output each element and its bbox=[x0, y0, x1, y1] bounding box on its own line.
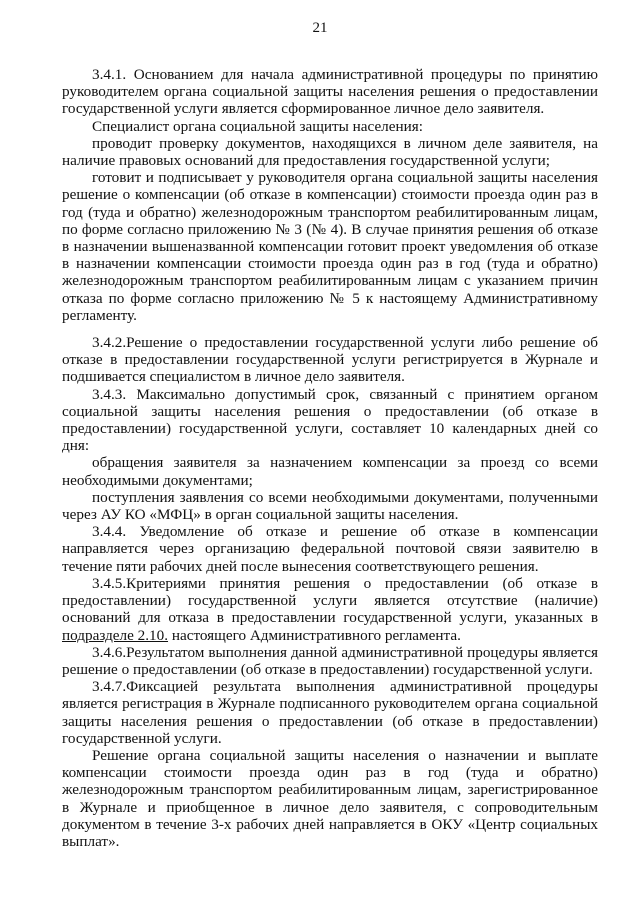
document-body bbox=[62, 66, 598, 850]
paragraph-mfc-receipt: поступления заявления со всеми необходимыми документами, полученными через АУ КО «МФЦ» в орган социальной защиты населения. bbox=[62, 488, 598, 524]
paragraph-3-4-6: 3.4.6.Результатом выполнения данной административной процедуры является решение о предоставлении (об отказе в предоставлении) государственной услуги. bbox=[62, 643, 598, 678]
paragraph-3-4-5-text-after: настоящего Административного регламента. bbox=[168, 626, 461, 644]
subsection-2-10-link[interactable]: подразделе 2.10. bbox=[62, 626, 169, 644]
page-number: 21 bbox=[312, 20, 328, 36]
paragraph-3-4-1: 3.4.1. Основанием для начала административной процедуры по принятию руководителем органа социальной защиты населения решения о предоставлении государственной услуги является сформированное личное дело заявителя. bbox=[62, 66, 598, 118]
paragraph-3-4-4: 3.4.4. Уведомление об отказе и решение об отказе в компенсации направляется через организацию федеральной почтовой связи заявителю в течение пяти рабочих дней после вынесения соответствующего решения. bbox=[62, 523, 598, 575]
paragraph-applicant-request: обращения заявителя за назначением компенсации за проезд со всеми необходимыми документами; bbox=[62, 454, 598, 489]
paragraph-3-4-7: 3.4.7.Фиксацией результата выполнения административной процедуры является регистрация в Журнале подписанного руководителем органа социальной защиты населения решения о предоставлении (об отказе в предоставлении) государственной услуги. bbox=[62, 678, 598, 747]
paragraph-3-4-5-text-before: 3.4.5.Критериями принятия решения о предоставлении (об отказе в предоставлении) государственной услуги является отсутствие (наличие) оснований для отказа в предоставлении государственной услуги, указанных в bbox=[62, 574, 598, 627]
paragraph-check-documents: проводит проверку документов, находящихся в личном деле заявителя, на наличие правовых оснований для предоставления государственной услуги; bbox=[62, 134, 598, 170]
paragraph-3-4-3: 3.4.3. Максимально допустимый срок, связанный с принятием органом социальной защиты населения решения о предоставлении (об отказе в предоставлении) государственной услуги, составляет 10 календарных дней со дня: bbox=[62, 385, 598, 455]
paragraph-3-4-5 bbox=[62, 575, 598, 644]
paragraph-3-4-2: 3.4.2.Решение о предоставлении государственной услуги либо решение об отказе в предоставлении государственной услуги регистрируется в Журнале и подшивается специалистом в личное дело заявителя. bbox=[62, 334, 598, 386]
paragraph-decision-sending: Решение органа социальной защиты населения о назначении и выплате компенсации стоимости проезда один раз в год (туда и обратно) железнодорожным транспортом реабилитированным лицам, зарегистрированное в Журнале и приобщенное в личное дело заявителя, с сопроводительным документом в течение 3-х рабочих дней направляется в ОКУ «Центр социальных выплат». bbox=[62, 746, 598, 850]
paragraph-prepare-decision: готовит и подписывает у руководителя органа социальной защиты населения решение о компенсации (об отказе в компенсации) стоимости проезда один раз в год (туда и обратно) железнодорожным транспортом реабилитированным лицам, по форме согласно приложению № 3 (№ 4). В случае принятия решения об отказе в назначении вышеназванной компенсации готовит проект уведомления об отказе в назначении компенсации стоимости проезда один раз в год (туда и обратно) железнодорожным транспортом реабилитированным лицам с указанием причин отказа по форме согласно приложению № 5 к настоящему Административному регламенту. bbox=[62, 169, 598, 324]
paragraph-specialist-intro: Специалист органа социальной защиты населения: bbox=[92, 117, 423, 135]
